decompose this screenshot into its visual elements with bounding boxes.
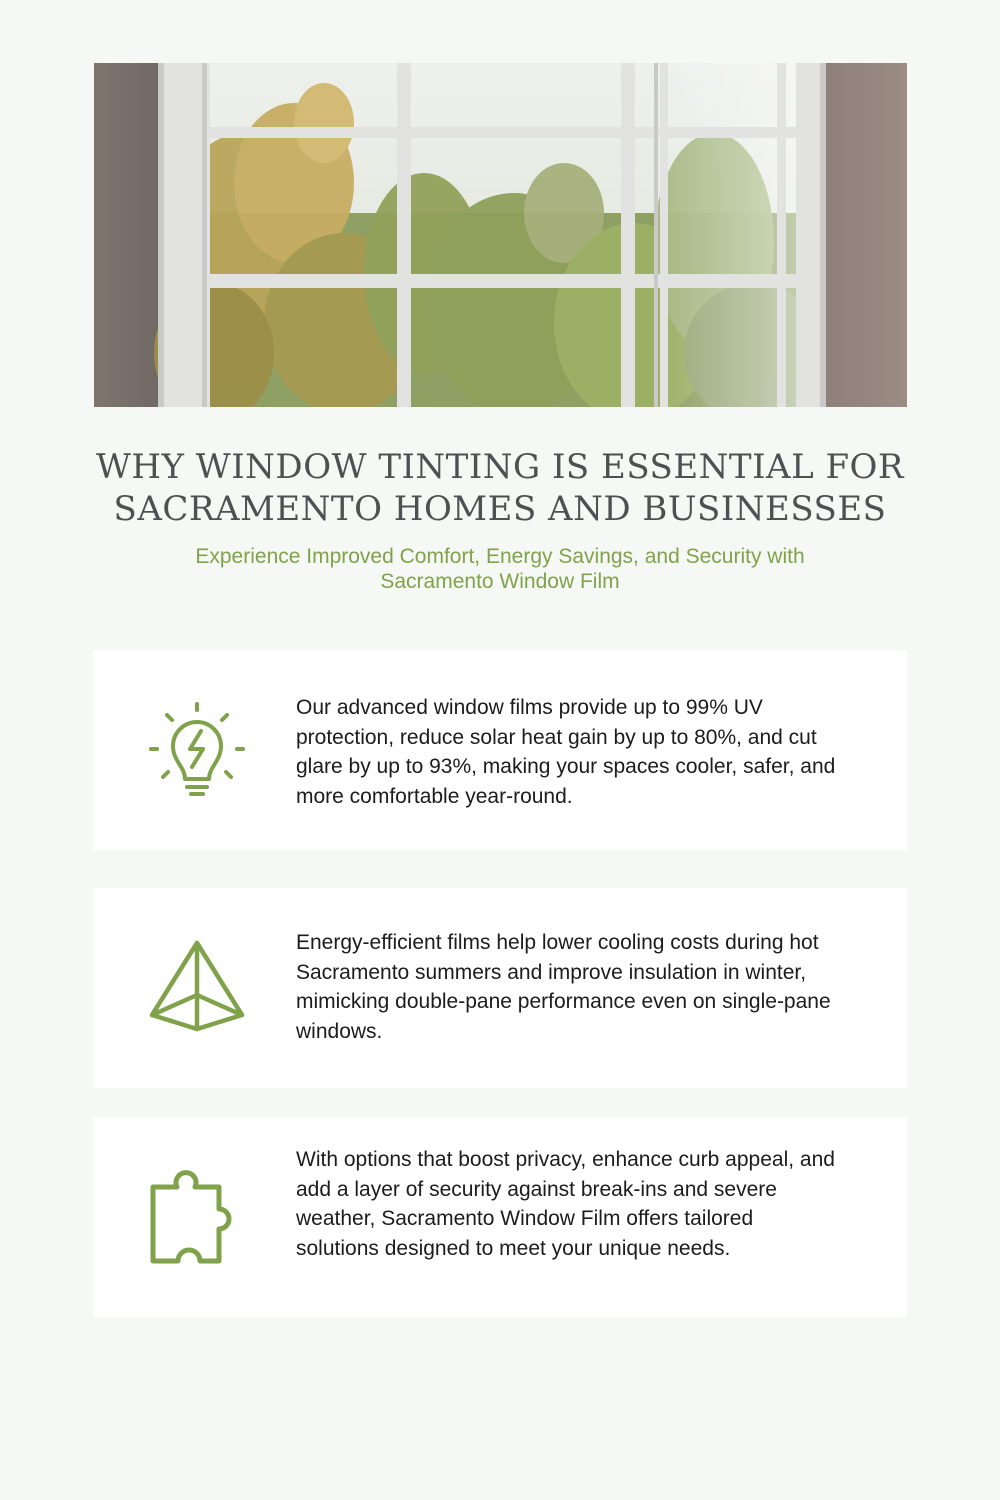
feature-text-energy-efficiency: Energy-efficient films help lower cooling costs during hot Sacramento summers and improve insulation in winter, mimicking double-pane performance even on single-pane windows.: [296, 931, 831, 1043]
hero-window-photo: [94, 63, 907, 407]
page-subtitle: Experience Improved Comfort, Energy Savings, and Security with Sacramento Window Film: [195, 545, 805, 593]
feature-text-privacy-security: With options that boost privacy, enhance curb appeal, and add a layer of security against break-ins and severe weather, Sacramento Window Film offers tailored solutions designed to meet your unique needs.: [296, 1148, 835, 1260]
feature-text-uv-protection: Our advanced window films provide up to 99% UV protection, reduce solar heat gain by up to 80%, and cut glare by up to 93%, making your spaces cooler, safer, and more comfortable year-round.: [296, 696, 836, 808]
lightbulb-bolt-icon: [147, 701, 247, 801]
page-title: WHY WINDOW TINTING IS ESSENTIAL FOR SACRAMENTO HOMES AND BUSINESSES: [95, 447, 905, 529]
puzzle-piece-icon: [147, 1167, 247, 1267]
pyramid-icon: [147, 937, 247, 1037]
